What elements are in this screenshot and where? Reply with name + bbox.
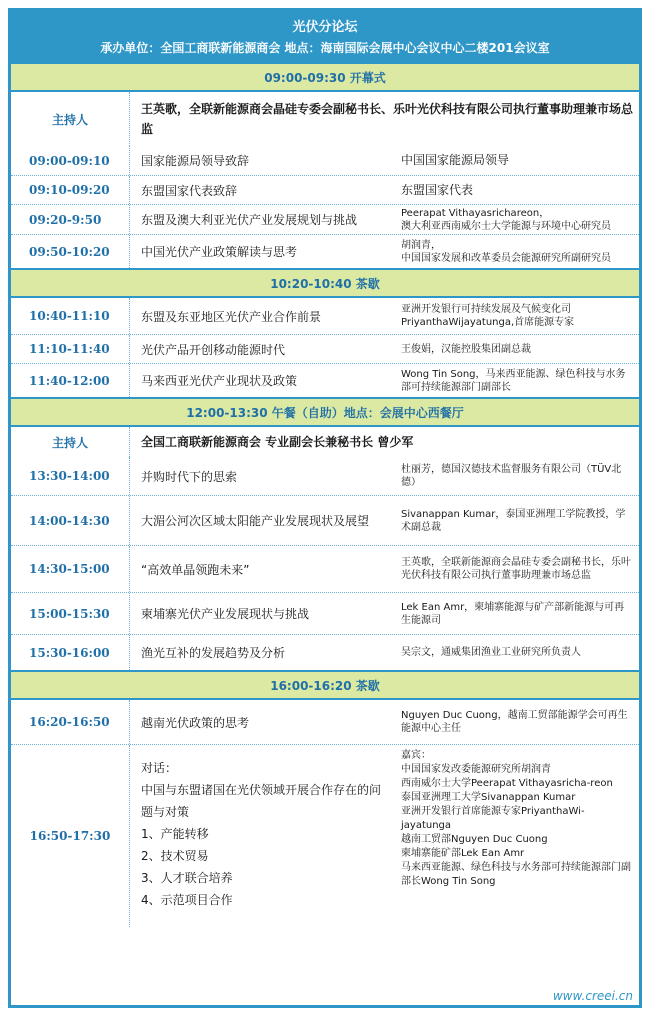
session-topic: 东盟及澳大利亚光伏产业发展规划与挑战 [141,213,358,227]
session-topic: 中国光伏产业政策解读与思考 [141,245,298,259]
session-topic: “高效单晶领跑未来” [141,562,250,577]
host-label: 主持人 [51,435,88,450]
session-row [11,495,639,545]
session-topic: 东盟及东亚地区光伏产业合作前景 [141,309,322,324]
session-speaker: Peerapat Vithayasrichareon， 澳大利亚西南威尔士大学能源与环境中心研究员 [401,207,611,232]
session-topic: 光伏产品开创移动能源时代 [141,342,286,357]
session-topic: 马来西亚光伏产业现状及政策 [141,374,298,388]
session-speaker: 嘉宾： 中国国家发改委能源研究所胡润青 西南威尔士大学Peerapat Vithayasricha-reon 泰国亚洲理工大学Sivanappan Kumar 亚洲开发银行首席能源专家PriyanthaWi-jayatunga 越南工贸部Nguyen Duc Cuong 柬埔寨能矿部Lek Ean Amr 马来西亚能源、绿色科技与水务部可持续能源部门副部长Wong Tin Song [401,750,631,887]
session-topic: 柬埔寨光伏产业发展现状与挑战 [141,607,310,621]
section-opening: 09:00-09:30 开幕式 [11,62,639,92]
session-row [11,545,639,592]
session-topic: 渔光互补的发展趋势及分析 [141,646,286,660]
section-tea-break-1: 10:20-10:40 茶歇 [11,268,639,298]
block-morning-1 [11,146,639,268]
session-topic: 越南光伏政策的思考 [141,715,250,730]
host-row [11,427,639,457]
session-row [11,592,639,634]
session-speaker: Sivanappan Kumar，泰国亚洲理工学院教授，学术副总裁 [401,508,626,533]
session-speaker: 胡润青， 中国国家发展和改革委员会能源研究所副研究员 [401,239,611,264]
header [11,11,639,62]
session-time: 10:40-11:10 [29,309,110,323]
session-topic: 国家能源局领导致辞 [141,154,250,168]
block-afternoon-2 [11,700,639,744]
session-time: 09:00-09:10 [29,153,110,168]
session-speaker: 吴宗文，通威集团渔业工业研究所负责人 [401,647,581,658]
schedule-frame [8,8,642,1008]
session-row [11,175,639,204]
session-time: 09:20-9:50 [29,212,102,227]
session-speaker: Wong Tin Song，马来西亚能源、绿色科技与水务部可持续能源部门副部长 [401,368,626,393]
session-speaker: 亚洲开发银行可持续发展及气候变化司 PriyanthaWijayatunga,首席能源专家 [401,304,575,328]
host-label: 主持人 [51,112,88,127]
session-time: 15:00-15:30 [29,606,110,621]
session-row [11,298,639,334]
dialogue-row [11,744,639,927]
forum-title: 光伏分论坛 [292,20,358,35]
host-text: 全国工商联新能源商会 专业副会长兼秘书长 曾少军 [141,435,414,449]
session-time: 09:10-09:20 [29,183,110,197]
session-time: 09:50-10:20 [29,244,110,259]
host-row [11,92,639,146]
session-topic: 并购时代下的思索 [141,469,238,484]
session-speaker: 王俊娟，汉能控股集团副总裁 [401,343,531,355]
session-time: 14:30-15:00 [29,562,110,576]
session-topic: 对话： 中国与东盟诸国在光伏领域开展合作存在的问题与对策 1、产能转移 2、技术贸易 3、人才联合培养 4、示范项目合作 [141,761,382,907]
session-time: 11:10-11:40 [29,342,110,356]
session-speaker: Lek Ean Amr，柬埔寨能源与矿产部新能源与可再生能源司 [401,601,625,626]
block-morning-2 [11,298,639,397]
session-speaker: 东盟国家代表 [401,182,474,197]
session-speaker: 王英歌，全联新能源商会晶硅专委会副秘书长，乐叶光伏科技有限公司执行董事助理兼市场总监 [401,557,631,581]
session-row [11,457,639,495]
session-speaker: 杜丽芳，德国汉德技术监督服务有限公司（TÜV北德） [401,464,622,488]
forum-subtitle: 承办单位：全国工商联新能源商会 地点：海南国际会展中心会议中心二楼201会议室 [100,41,550,55]
section-tea-break-2: 16:00-16:20 茶歇 [11,670,639,700]
session-row [11,234,639,268]
session-time: 15:30-16:00 [29,645,110,660]
section-lunch: 12:00-13:30 午餐（自助）地点：会展中心西餐厅 [11,397,639,427]
session-time: 16:20-16:50 [29,715,110,729]
session-time: 13:30-14:00 [29,469,110,483]
session-row [11,146,639,175]
session-topic: 大湄公河次区域太阳能产业发展现状及展望 [141,514,370,528]
block-afternoon-1 [11,457,639,670]
session-time: 16:50-17:30 [29,829,111,843]
session-speaker: 中国国家能源局领导 [401,153,510,167]
session-row [11,700,639,744]
session-speaker: Nguyen Duc Cuong，越南工贸部能源学会可再生能源中心主任 [401,710,628,734]
session-row [11,634,639,670]
session-topic: 东盟国家代表致辞 [141,183,238,198]
session-time: 14:00-14:30 [29,513,110,528]
session-time: 11:40-12:00 [29,373,110,388]
session-row [11,334,639,363]
session-row [11,363,639,397]
site-watermark: www.creei.cn [552,989,633,1003]
session-row [11,204,639,234]
host-text: 王英歌，全联新能源商会晶硅专委会副秘书长、乐叶光伏科技有限公司执行董事助理兼市场总监 [141,102,634,136]
